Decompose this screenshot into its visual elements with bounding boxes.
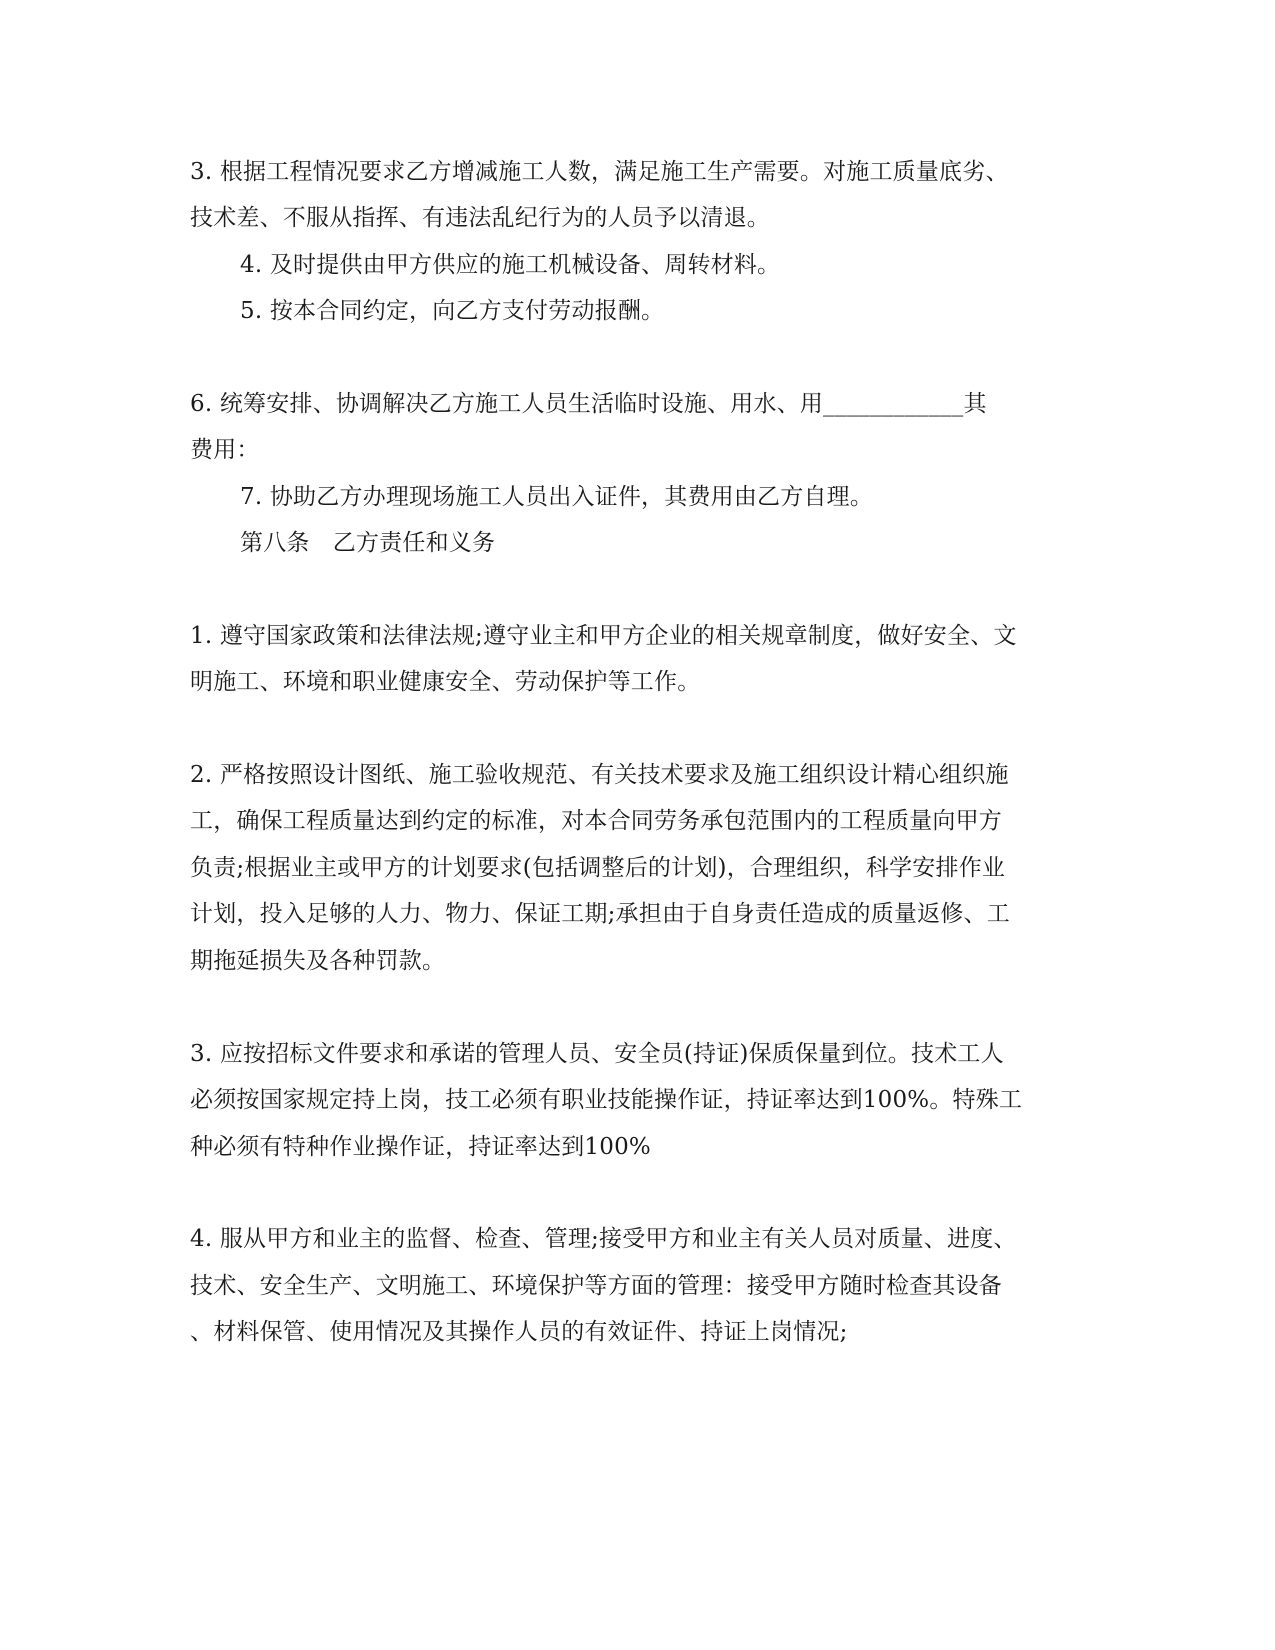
text-line: 1. 遵守国家政策和法律法规;遵守业主和甲方企业的相关规章制度，做好安全、文 xyxy=(190,623,1017,649)
text-line: 期拖延损失及各种罚款。 xyxy=(190,948,446,974)
text-line: 技术差、不服从指挥、有违法乱纪行为的人员予以清退。 xyxy=(190,205,770,231)
section-heading: 第八条 乙方责任和义务 xyxy=(240,530,496,556)
text-line: 4. 及时提供由甲方供应的施工机械设备、周转材料。 xyxy=(240,252,781,278)
text-line: 必须按国家规定持上岗，技工必须有职业技能操作证，持证率达到100%。特殊工 xyxy=(190,1087,1023,1113)
text-line: 明施工、环境和职业健康安全、劳动保护等工作。 xyxy=(190,669,701,695)
text-line: 6. 统筹安排、协调解决乙方施工人员生活临时设施、用水、用____________其 xyxy=(190,391,987,417)
text-line: 费用： xyxy=(190,437,260,463)
text-line: 5. 按本合同约定，向乙方支付劳动报酬。 xyxy=(240,298,665,324)
text-line: 技术、安全生产、文明施工、环境保护等方面的管理：接受甲方随时检查其设备 xyxy=(190,1273,1002,1299)
text-line: 负责;根据业主或甲方的计划要求(包括调整后的计划)，合理组织，科学安排作业 xyxy=(190,855,1006,881)
text-line: 2. 严格按照设计图纸、施工验收规范、有关技术要求及施工组织设计精心组织施 xyxy=(190,762,1009,788)
text-line: 计划，投入足够的人力、物力、保证工期;承担由于自身责任造成的质量返修、工 xyxy=(190,901,1010,927)
text-line: 工，确保工程质量达到约定的标准，对本合同劳务承包范围内的工程质量向甲方 xyxy=(190,808,1002,834)
text-line: 3. 根据工程情况要求乙方增减施工人数，满足施工生产需要。对施工质量底劣、 xyxy=(190,159,1009,185)
text-line: 种必须有特种作业操作证，持证率达到100% xyxy=(190,1134,651,1160)
text-line: 3. 应按招标文件要求和承诺的管理人员、安全员(持证)保质保量到位。技术工人 xyxy=(190,1041,1004,1067)
text-line: 4. 服从甲方和业主的监督、检查、管理;接受甲方和业主有关人员对质量、进度、 xyxy=(190,1226,1017,1252)
text-line: 、材料保管、使用情况及其操作人员的有效证件、持证上岗情况; xyxy=(190,1319,848,1345)
text-line: 7. 协助乙方办理现场施工人员出入证件，其费用由乙方自理。 xyxy=(240,484,874,510)
